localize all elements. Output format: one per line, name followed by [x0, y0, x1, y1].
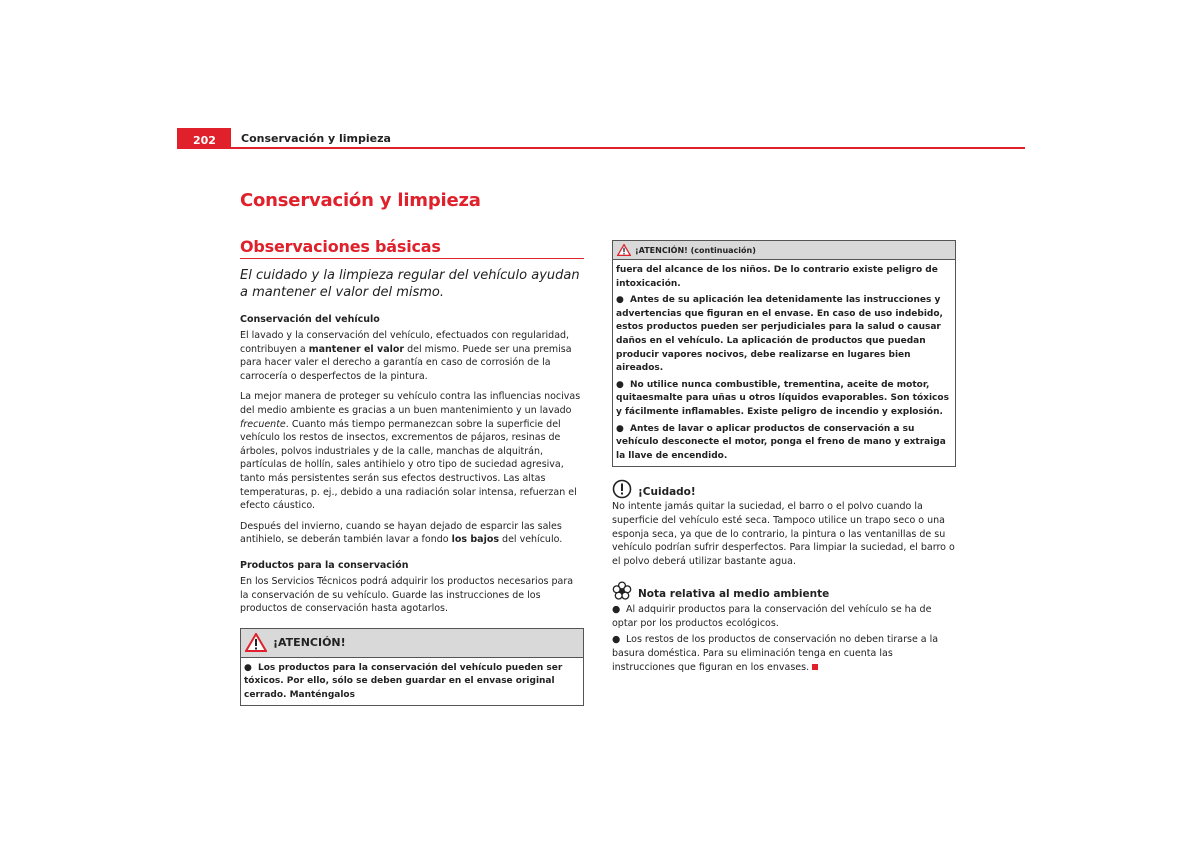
header-rule — [231, 147, 1025, 149]
flower-icon — [612, 581, 632, 601]
paragraph-3 — [240, 520, 584, 547]
bullet-icon: ● — [616, 423, 624, 434]
subhead-vehicle-care: Conservación del vehículo — [240, 314, 380, 325]
section-end-marker — [812, 664, 818, 670]
paragraph-2-emphasis: frecuente — [240, 418, 286, 430]
warning-header — [241, 629, 583, 658]
paragraph-3-text-a: Después del invierno, cuando se hayan dejado de esparcir las sales antihielo, se deberán también lavar a fondo — [240, 520, 562, 546]
list-item — [612, 633, 956, 674]
paragraph-4: En los Servicios Técnicos podrá adquirir los productos necesarios para la conservación de su vehículo. Guarde las instrucciones de los productos de conservación hasta agotarlos. — [240, 575, 574, 615]
caution-label: ¡Cuidado! — [638, 486, 696, 499]
left-column — [240, 190, 584, 706]
right-column — [612, 240, 956, 674]
subhead-care-products: Productos para la conservación — [240, 559, 409, 571]
environment-list — [612, 603, 956, 674]
exclamation-circle-icon — [612, 479, 632, 499]
warning-triangle-icon — [617, 244, 631, 256]
caution-text: No intente jamás quitar la suciedad, el barro o el polvo cuando la superficie del vehículo esté seca. Tampoco utilice un trapo seco o una esponja seca, ya que de lo contrario, la pintura o las ventanillas de su vehículo podrían sufrir desperfectos. Para limpiar la suciedad, el barro o el polvo deberá utilizar bastante agua. — [612, 501, 955, 567]
environment-header — [612, 581, 956, 601]
paragraph-1-emphasis: mantener el valor — [308, 343, 405, 355]
intro-text: El cuidado y la limpieza regular del vehículo ayudan a mantener el valor del mismo. — [240, 268, 580, 300]
chapter-title: Conservación y limpieza — [240, 190, 481, 211]
warning-continued-body — [613, 260, 955, 466]
bullet-icon: ● — [616, 379, 624, 390]
section-title: Observaciones básicas — [240, 237, 584, 259]
page-number: 202 — [177, 128, 231, 149]
environment-label: Nota relativa al medio ambiente — [638, 588, 830, 601]
environment-item-text: Al adquirir productos para la conservación del vehículo se ha de optar por los productos ecológicos. — [612, 604, 932, 629]
warning-item: Antes de su aplicación lea detenidamente las instrucciones y advertencias que figuran en el envase. En caso de uso indebido, estos productos pueden ser perjudiciales para la salud o causar daños en el vehículo. La aplicación de productos que puedan producir vapores nocivos, debe realizarse en lugares bien aireados. — [616, 295, 943, 374]
paragraph-2-text-a: La mejor manera de proteger su vehículo contra las influencias nocivas del medio ambiente es gracias a un buen mantenimiento y un lavado — [240, 391, 581, 416]
warning-box — [240, 628, 584, 707]
paragraph-1 — [240, 329, 584, 383]
warning-continued-box — [612, 240, 956, 467]
caution-header — [612, 479, 956, 499]
warning-item: Antes de lavar o aplicar productos de conservación a su vehículo desconecte el motor, ponga el freno de mano y extraiga la llave de encendido. — [616, 423, 946, 461]
bullet-icon: ● — [244, 662, 252, 673]
warning-item: No utilice nunca combustible, trementina, aceite de motor, quitaesmalte para uñas u otros líquidos evaporables. Son tóxicos y fácilmente inflamables. Existe peligro de incendio y explosión. — [616, 379, 949, 417]
paragraph-1-text-a: El lavado y la conservación del vehículo, efectuados con regularidad, contribuyen a — [240, 330, 570, 355]
warning-triangle-icon — [245, 633, 267, 652]
warning-continued-label: ¡ATENCIÓN! (continuación) — [635, 245, 756, 255]
warning-label: ¡ATENCIÓN! — [273, 636, 346, 650]
paragraph-3-text-b: del vehículo. — [499, 534, 563, 546]
warning-text: Los productos para la conservación del vehículo pueden ser tóxicos. Por ello, sólo se deben guardar en el envase original cerrado. Manténgalos — [244, 662, 563, 700]
warning-continued-header — [613, 241, 955, 260]
bullet-icon: ● — [612, 604, 621, 616]
list-item — [612, 603, 956, 630]
page-header — [177, 128, 1025, 149]
environment-item-text: Los restos de los productos de conservación no deben tirarse a la basura doméstica. Para su eliminación tenga en cuenta las instrucciones que figuran en los envases. — [612, 634, 939, 673]
paragraph-1-text-b: del mismo. Puede ser una premisa para hacer valer el derecho a garantía en caso de corrosión de la carrocería o desperfectos de la pintura. — [240, 343, 572, 382]
running-header-title: Conservación y limpieza — [241, 132, 391, 145]
paragraph-2 — [240, 390, 584, 512]
bullet-icon: ● — [616, 295, 624, 306]
warning-body — [241, 658, 583, 706]
paragraph-3-emphasis: los bajos — [451, 534, 500, 546]
warning-continued-lead: fuera del alcance de los niños. De lo contrario existe peligro de intoxicación. — [616, 265, 938, 289]
bullet-icon: ● — [612, 634, 621, 646]
paragraph-2-text-b: . Cuanto más tiempo permanezcan sobre la superficie del vehículo los restos de insectos, excrementos de pájaros, resinas de árboles, polvos industriales y de la calle, manchas de alquitrán, partículas de hollín, sales antihielo y otro tipo de suciedad agresiva, tanto más persistentes serán sus efectos destructivos. Las altas temperaturas, p. ej., debido a una radiación solar intensa, refuerzan el efecto cáustico. — [240, 418, 577, 512]
